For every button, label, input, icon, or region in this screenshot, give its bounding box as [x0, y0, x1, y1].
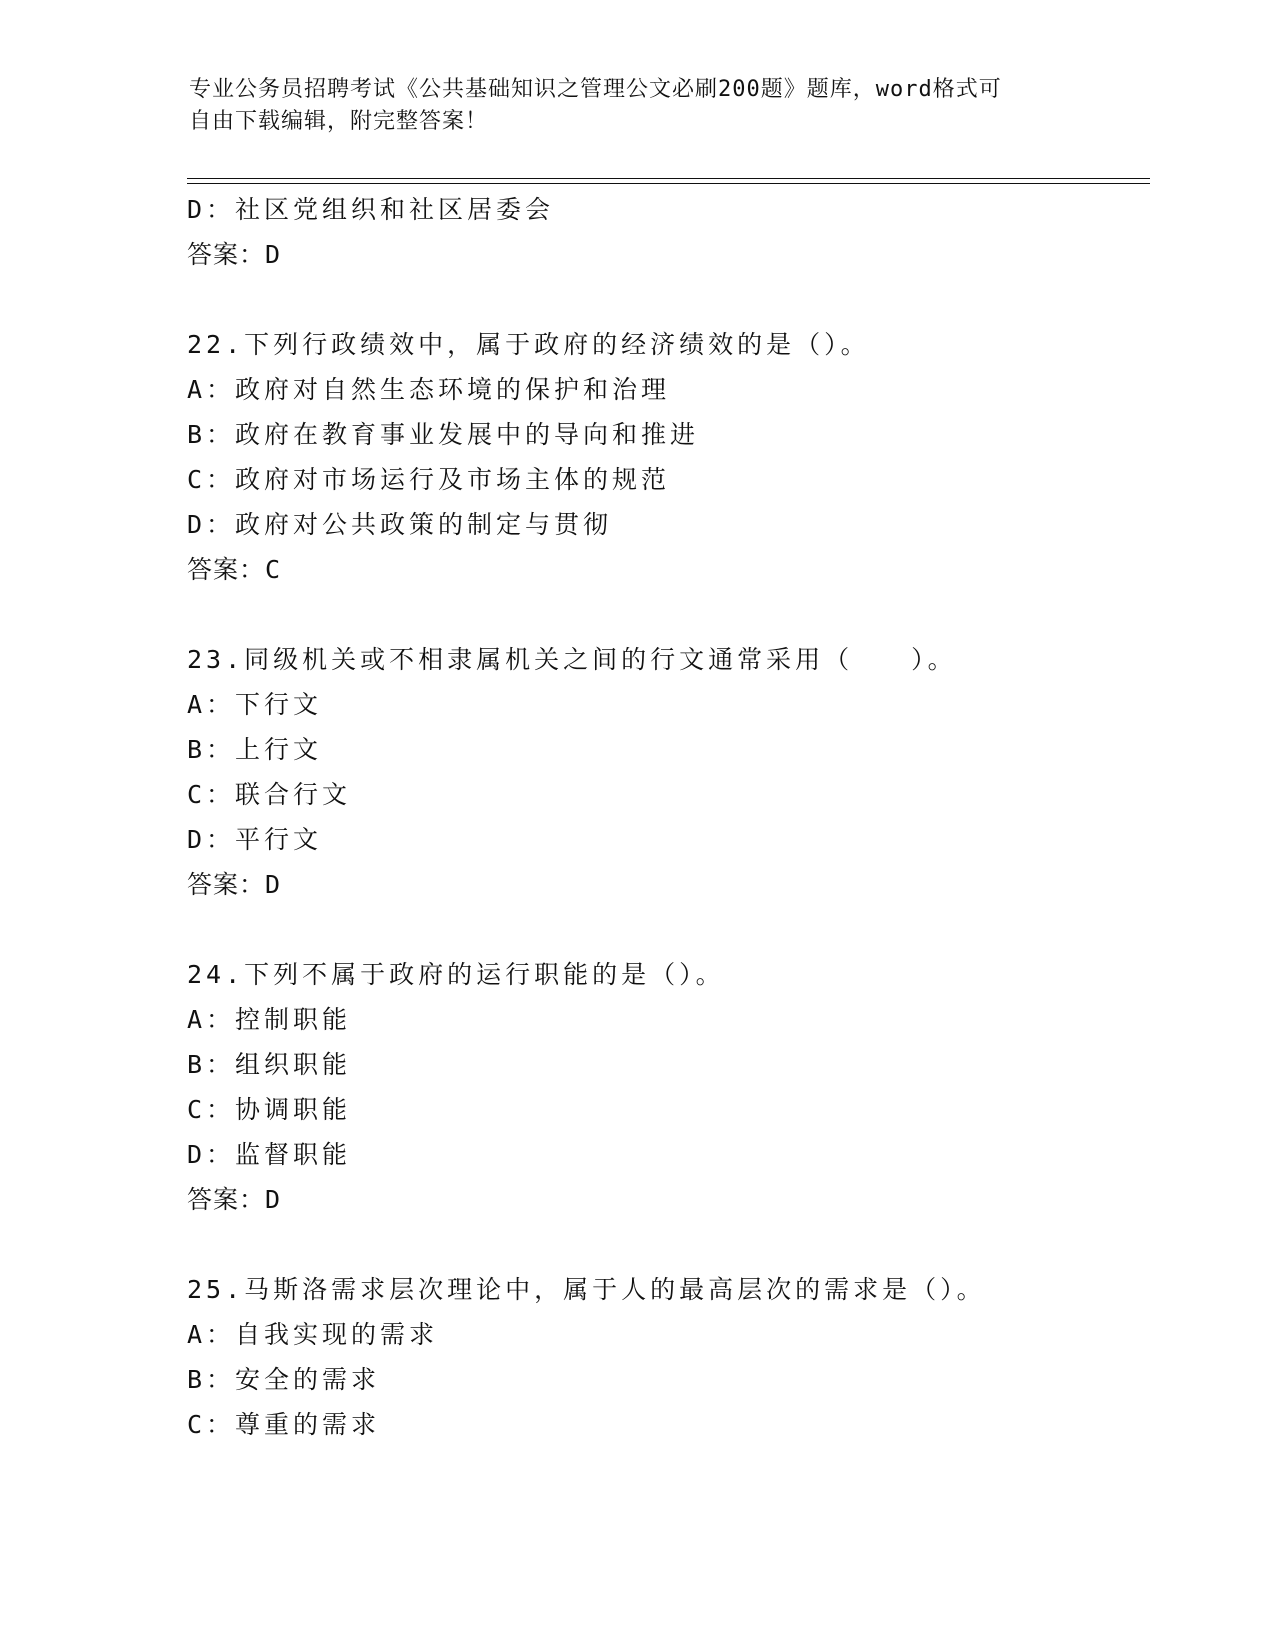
answer-line: 答案：D: [187, 870, 282, 899]
header-line-1: 专业公务员招聘考试《公共基础知识之管理公文必刷200题》题库，word格式可: [189, 77, 1002, 102]
option-line: C：协调职能: [187, 1095, 352, 1124]
option-line: C：政府对市场运行及市场主体的规范: [187, 465, 671, 494]
option-line: A：控制职能: [187, 1005, 352, 1034]
answer-line: 答案：C: [187, 555, 282, 584]
option-line: B：组织职能: [187, 1050, 352, 1079]
option-line: B：政府在教育事业发展中的导向和推进: [187, 420, 700, 449]
option-line: B：上行文: [187, 735, 323, 764]
option-line: D：平行文: [187, 825, 323, 854]
answer-line: 答案：D: [187, 240, 282, 269]
header-line-2: 自由下载编辑，附完整答案！: [189, 109, 489, 134]
header-rule-bottom: [187, 183, 1150, 184]
question-line: 22.下列行政绩效中，属于政府的经济绩效的是（）。: [187, 330, 870, 359]
option-line: C：联合行文: [187, 780, 352, 809]
option-line: A：政府对自然生态环境的保护和治理: [187, 375, 671, 404]
question-line: 24.下列不属于政府的运行职能的是（）。: [187, 960, 725, 989]
option-line: C：尊重的需求: [187, 1410, 381, 1439]
option-line: A：自我实现的需求: [187, 1320, 439, 1349]
header-rule-top: [187, 178, 1150, 179]
question-line: 23.同级机关或不相隶属机关之间的行文通常采用（ ）。: [187, 645, 957, 674]
document-header: [189, 74, 1089, 138]
option-line: D：监督职能: [187, 1140, 352, 1169]
answer-line: 答案：D: [187, 1185, 282, 1214]
option-line: D：政府对公共政策的制定与贯彻: [187, 510, 613, 539]
option-line: B：安全的需求: [187, 1365, 381, 1394]
option-line: A：下行文: [187, 690, 323, 719]
question-line: 25.马斯洛需求层次理论中，属于人的最高层次的需求是（）。: [187, 1275, 986, 1304]
option-line: D：社区党组织和社区居委会: [187, 195, 555, 224]
